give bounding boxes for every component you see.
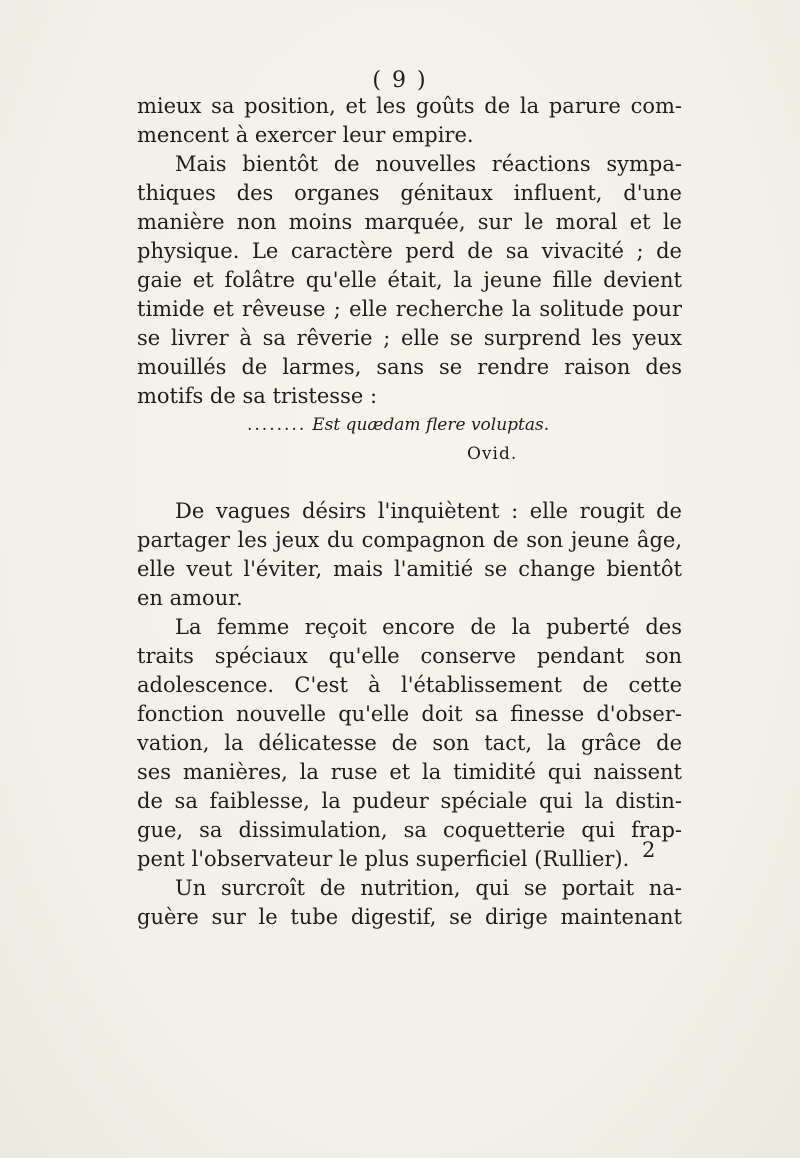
text-line: en amour. (137, 586, 243, 610)
text-line: de sa faiblesse, la pudeur spéciale qui la distin- (137, 789, 682, 813)
text-line: se livrer à sa rêverie ; elle se surprend les yeux (137, 326, 682, 350)
text-line: gaie et folâtre qu'elle était, la jeune fille devient (137, 268, 682, 292)
quote-text: Est quædam flere voluptas. (312, 415, 550, 435)
quote-attribution: Ovid. (467, 444, 518, 464)
text-line: physique. Le caractère perd de sa vivacité ; de (137, 239, 682, 263)
text-line: gue, sa dissimulation, sa coquetterie qui frap- (137, 818, 682, 842)
text-line: partager les jeux du compagnon de son jeune âge, (137, 528, 682, 552)
body-text (137, 92, 682, 932)
text-line: La femme reçoit encore de la puberté des (175, 615, 682, 639)
text-line: mieux sa position, et les goûts de la parure com- (137, 94, 682, 118)
text-line: adolescence. C'est à l'établissement de cette (137, 673, 682, 697)
text-line: mouillés de larmes, sans se rendre raison des (137, 355, 682, 379)
text-line: motifs de sa tristesse : (137, 384, 378, 408)
quote-ellipsis: ........ (247, 415, 307, 435)
text-line: elle veut l'éviter, mais l'amitié se change bientôt (137, 557, 682, 581)
text-line: traits spéciaux qu'elle conserve pendant son (137, 644, 682, 668)
text-line: guère sur le tube digestif, se dirige maintenant (137, 905, 682, 929)
text-line: manière non moins marquée, sur le moral et le (137, 210, 682, 234)
paragraph-gap (137, 471, 682, 497)
text-line: ses manières, la ruse et la timidité qui naissent (137, 760, 682, 784)
text-line: vation, la délicatesse de son tact, la grâce de (137, 731, 682, 755)
text-line: Mais bientôt de nouvelles réactions sympa- (175, 152, 682, 176)
text-line: thiques des organes génitaux influent, d'une (137, 181, 682, 205)
page-number: ( 9 ) (372, 68, 428, 93)
text-line: mencent à exercer leur empire. (137, 123, 474, 147)
paragraph-1 (137, 92, 682, 150)
text-line: Un surcroît de nutrition, qui se portait na- (175, 876, 682, 900)
paragraph-4 (137, 613, 682, 874)
text-line: timide et rêveuse ; elle recherche la solitude pour (137, 297, 682, 321)
signature-mark: 2 (642, 838, 656, 862)
paragraph-2 (137, 150, 682, 411)
text-line: pent l'observateur le plus superficiel (Rullier). (137, 847, 630, 871)
quote-line (137, 411, 682, 439)
paragraph-5 (137, 874, 682, 932)
latin-quotation (137, 411, 682, 471)
text-line: De vagues désirs l'inquiètent : elle rougit de (175, 499, 682, 523)
text-line: fonction nouvelle qu'elle doit sa finesse d'obser- (137, 702, 682, 726)
paragraph-3 (137, 497, 682, 613)
